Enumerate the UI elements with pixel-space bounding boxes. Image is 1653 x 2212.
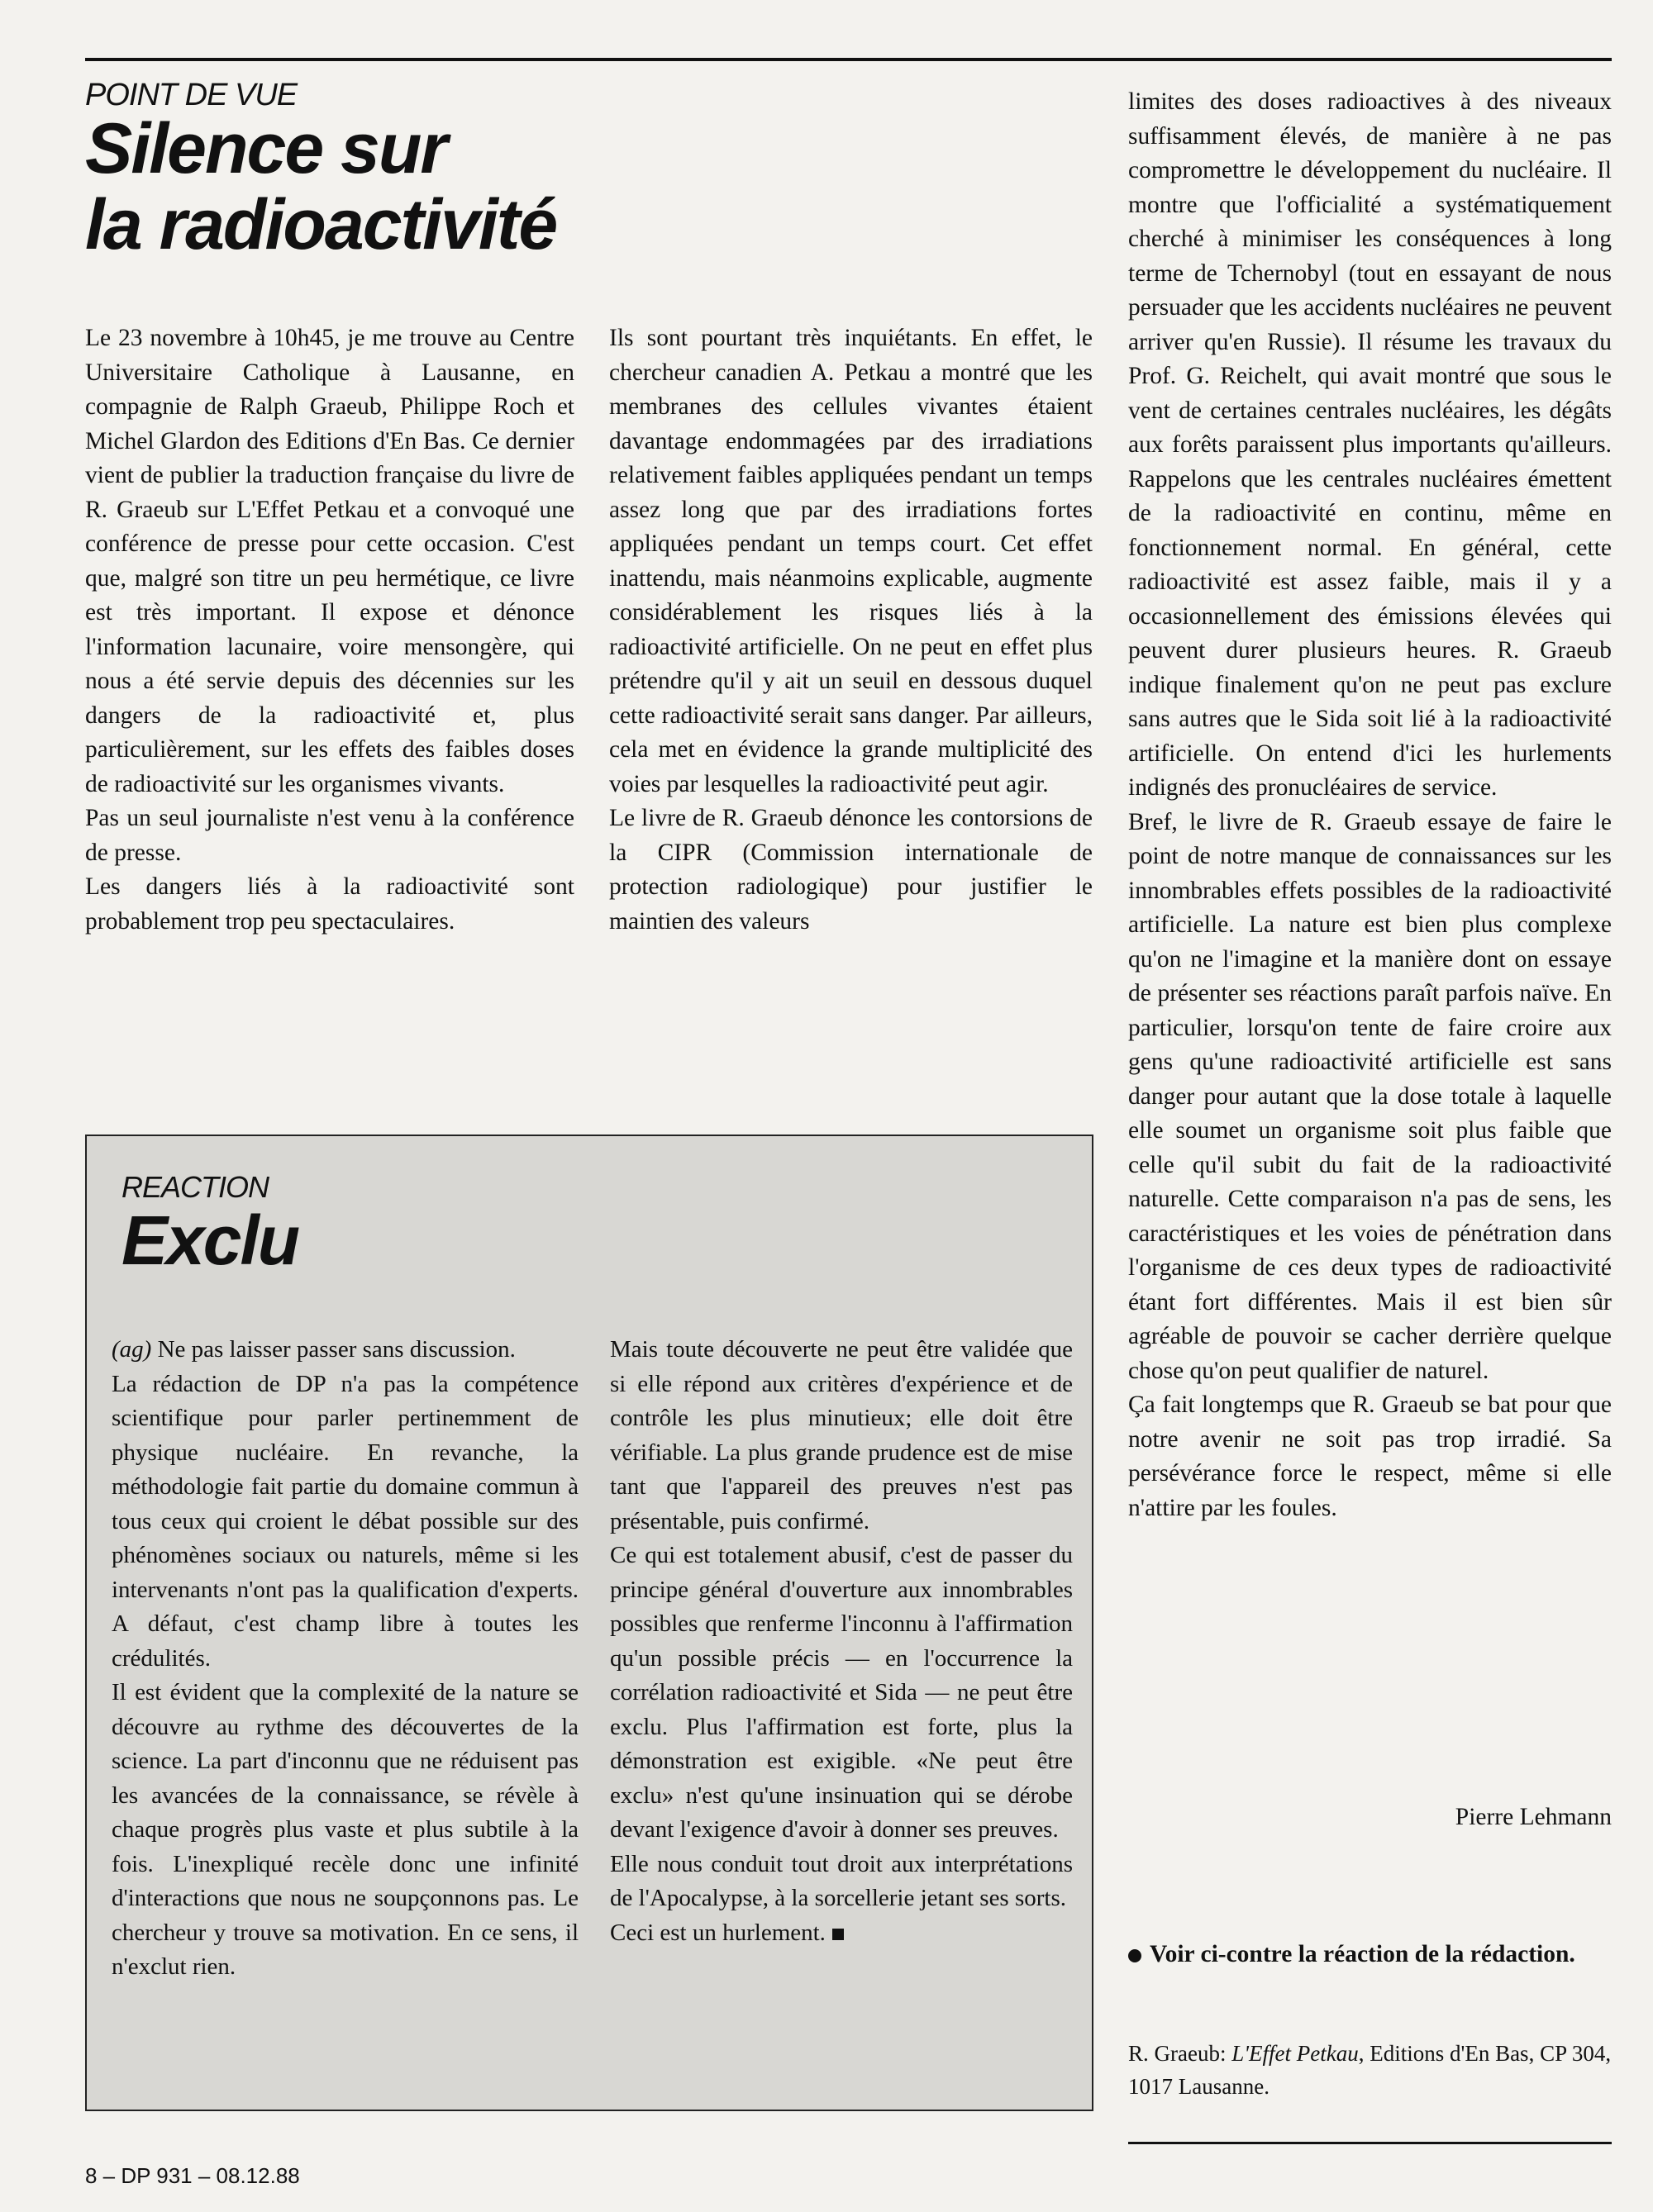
paragraph: Les dangers liés à la radioactivité sont probablement trop peu spectaculaires. xyxy=(85,873,574,935)
page-folio: 8 – DP 931 – 08.12.88 xyxy=(85,2163,300,2188)
paragraph: Ils sont pourtant très inquiétants. En effet, le chercheur canadien A. Petkau a montré que les membranes des cellules vivantes étaient davantage endommagées par des irradiations relativement faibles appliquées pendant un temps assez long que par des irradiations fortes appliquées pendant un temps court. Cet effet inattendu, mais néanmoins explicable, augmente considérablement les risques liés à la radioactivité artificielle. On ne peut en effet plus prétendre qu'il y ait un seuil en dessous duquel cette radioactivité serait sans danger. Par ailleurs, cela met en évidence la grande multiplicité des voies par lesquelles la radioactivité peut agir. xyxy=(609,325,1093,797)
paragraph: limites des doses radioactives à des niveaux suffisamment élevés, de manière à ne pas compromettre le développement du nucléaire. Il montre que l'officialité a systématiquement cherché à minimiser les conséquences à long terme de Tchernobyl (tout en essayant de nous persuader que les accidents nucléaires ne peuvent arriver qu'en Russie). Il résume les travaux du Prof. G. Reichelt, qui avait montré que sous le vent de certaines centrales nucléaires, les dégâts aux forêts paraissent plus importants qu'ailleurs. Rappelons que les centrales nucléaires émettent de la radioactivité en continu, même en fonctionnement normal. En général, cette radioactivité est assez faible, mais il y a occasionnellement des émissions élevées qui peuvent durer plusieurs heures. R. Graeub indique finalement qu'on ne peut pas exclure sans autres que le Sida soit lié à la radioactivité artificielle. On entend d'ici les hurlements indignés des pronucléaires de service. xyxy=(1128,88,1612,801)
top-rule xyxy=(85,58,1612,61)
paragraph: Ça fait longtemps que R. Graeub se bat pour que notre avenir ne soit pas trop irradié. Sa persévérance force le respect, même si elle n'attire par les foules. xyxy=(1128,1391,1612,1521)
article-column-3 xyxy=(1128,85,1612,1525)
article-kicker: POINT DE VUE xyxy=(85,78,298,112)
reaction-box xyxy=(85,1135,1093,2111)
bottom-rule-right xyxy=(1128,2142,1612,2144)
end-mark-icon xyxy=(832,1929,844,1940)
paragraph: Ce qui est totalement abusif, c'est de passer du principe général d'ouverture aux innombrables possibles que renferme l'inconnu à l'affirmation qu'un possible précis — en l'occurrence la corrélation radioactivité et Sida — ne peut être exclu. Plus l'affirmation est forte, plus la démonstration est exigible. «Ne peut être exclu» n'est qu'une insinuation qui se dérobe devant l'exigence d'avoir à donner ses preuves. xyxy=(610,1542,1073,1843)
paragraph xyxy=(112,1333,579,1368)
article-column-2 xyxy=(609,321,1093,939)
book-reference xyxy=(1128,2037,1612,2103)
reference-rest: , Editions d'En Bas, CP 304, 1017 Lausanne. xyxy=(1128,2041,1612,2099)
article-title-line2: la radioactivité xyxy=(85,185,557,264)
closing-text: Ceci est un hurlement. xyxy=(610,1919,826,1946)
reaction-column-2 xyxy=(610,1333,1073,1950)
author-signature: Pierre Lehmann xyxy=(1455,1804,1612,1830)
opening-text: Ne pas laisser passer sans discussion. xyxy=(151,1336,516,1363)
paragraph: Bref, le livre de R. Graeub essaye de faire le point de notre manque de connaissances sur les innombrables effets possibles de la radioactivité artificielle. La nature est bien plus complexe qu'on ne l'imagine et la manière dont on essaye de présenter ses réactions paraît parfois naïve. En particulier, lorsqu'on tente de faire croire aux gens qu'une radioactivité artificielle est sans danger pour autant que la dose totale à laquelle elle soumet un organisme soit plus faible que celle qu'il subit du fait de la radioactivité naturelle. Cette comparaison n'a pas de sens, les caractéristiques et les voies de pénétration dans l'organisme de ces deux types de radioactivité étant fort différentes. Mais il est bien sûr agréable de pouvoir se cacher derrière quelque chose qu'on peut qualifier de naturel. xyxy=(1128,808,1612,1384)
reaction-title: Exclu xyxy=(121,1201,299,1279)
author-initials: (ag) xyxy=(112,1336,152,1363)
paragraph: Mais toute découverte ne peut être validée que si elle répond aux critères d'expérience et de contrôle les plus minutieux; elle doit être vérifiable. La plus grande prudence est de mise tant que l'appareil des preuves n'est pas présentable, puis confirmé. xyxy=(610,1336,1073,1534)
bullet-icon xyxy=(1128,1949,1141,1962)
reaction-column-1 xyxy=(112,1333,579,1985)
paragraph: Le livre de R. Graeub dénonce les contorsions de la CIPR (Commission internationale de protection radiologique) pour justifier le maintien des valeurs xyxy=(609,805,1093,935)
article-column-1 xyxy=(85,321,574,939)
paragraph: Elle nous conduit tout droit aux interprétations de l'Apocalypse, à la sorcellerie jetant ses sorts. xyxy=(610,1850,1073,1911)
reference-author: R. Graeub: xyxy=(1128,2041,1232,2066)
paragraph: Le 23 novembre à 10h45, je me trouve au Centre Universitaire Catholique à Lausanne, en compagnie de Ralph Graeub, Philippe Roch et Michel Glardon des Editions d'En Bas. Ce dernier vient de publier la traduction française du livre de R. Graeub sur L'Effet Petkau et a convoqué une conférence de presse pour cette occasion. C'est que, malgré son titre un peu hermétique, ce livre est très important. Il expose et dénonce l'information lacunaire, voire mensongère, qui nous a été servie depuis des décennies sur les dangers de la radioactivité et, plus particulièrement, sur les effets des faibles doses de radioactivité sur les organismes vivants. xyxy=(85,325,574,797)
reaction-kicker: REACTION xyxy=(121,1170,269,1204)
article-title-line1: Silence sur xyxy=(85,109,446,188)
see-also-text: Voir ci-contre la réaction de la rédaction. xyxy=(1150,1941,1575,1967)
paragraph: Pas un seul journaliste n'est venu à la conférence de presse. xyxy=(85,805,574,866)
paragraph: Il est évident que la complexité de la nature se découvre au rythme des découvertes de la science. La part d'inconnu que ne réduisent pas les avancées de la connaissance, se révèle à chaque progrès plus vaste et plus subtile à la fois. L'inexpliqué recèle donc une infinité d'interactions que nous ne soupçonnons pas. Le chercheur y trouve sa motivation. En ce sens, il n'exclut rien. xyxy=(112,1679,579,1980)
paragraph xyxy=(610,1916,1073,1951)
see-also-note xyxy=(1128,1938,1612,1972)
paragraph: La rédaction de DP n'a pas la compétence scientifique pour parler pertinemment de physique nucléaire. En revanche, la méthodologie fait partie du domaine commun à tous ceux qui croient le débat possible sur des phénomènes sociaux ou naturels, même si les intervenants n'ont pas la qualification d'experts. A défaut, c'est champ libre à toutes les crédulités. xyxy=(112,1370,579,1672)
reference-title: L'Effet Petkau xyxy=(1231,2041,1359,2066)
